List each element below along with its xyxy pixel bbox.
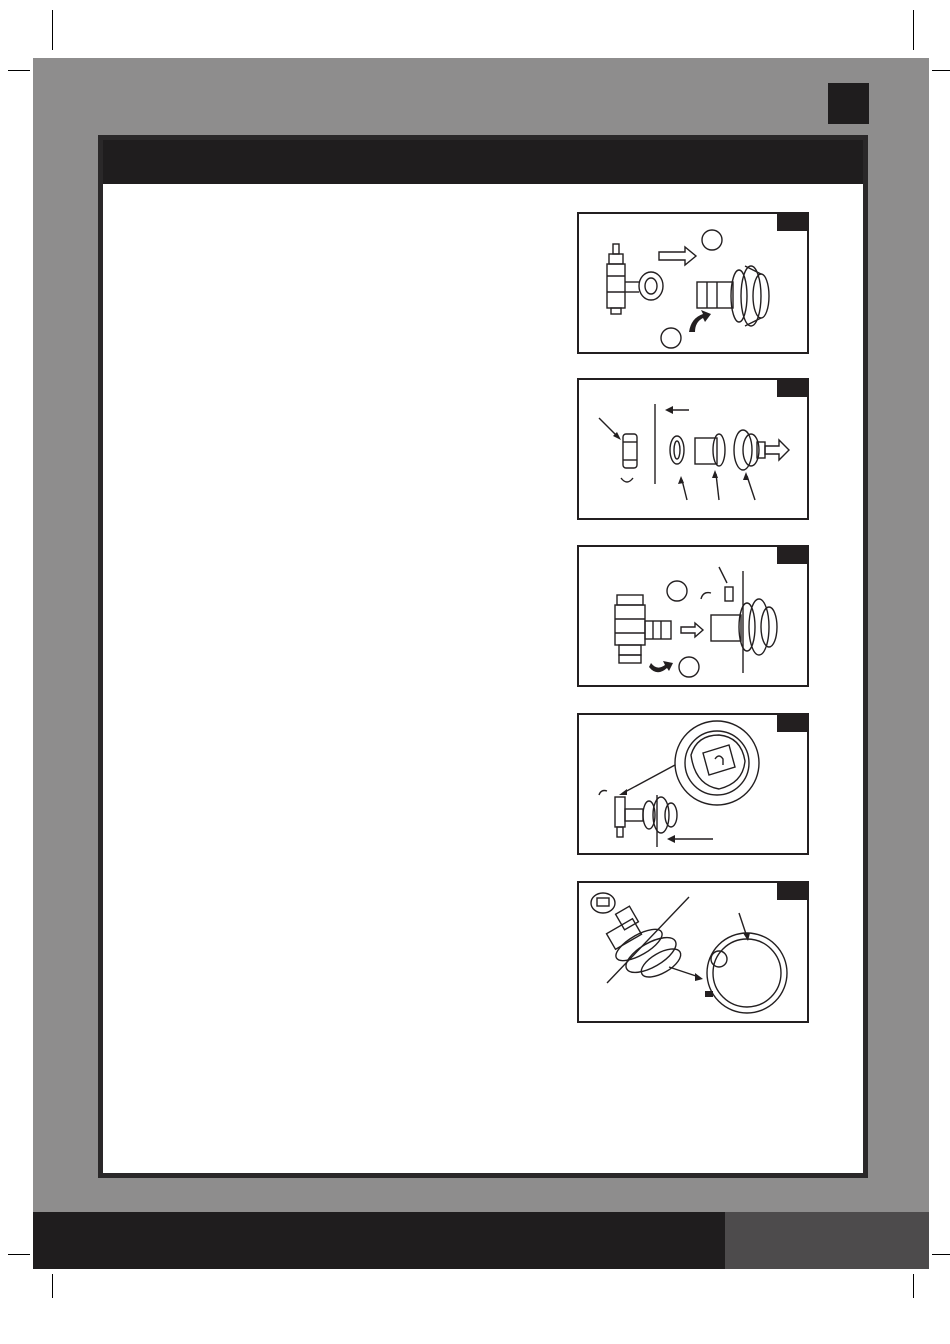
crop-mark [52, 10, 53, 50]
footer-tab [725, 1212, 929, 1269]
footer-bar [33, 1212, 725, 1269]
valve-connection-illustration [579, 214, 807, 352]
figure-5 [577, 881, 809, 1023]
valve-assembly-illustration [579, 547, 807, 685]
crop-mark [8, 1254, 30, 1255]
valve-detail-illustration [579, 715, 807, 853]
figure-3 [577, 545, 809, 687]
crop-mark [52, 1274, 53, 1298]
section-header-bar [103, 140, 863, 184]
page-number-box [828, 83, 869, 124]
hose-clamp-illustration [579, 883, 807, 1021]
crop-mark [932, 70, 950, 71]
exploded-parts-illustration [579, 380, 807, 518]
crop-mark [913, 1274, 914, 1298]
figure-1 [577, 212, 809, 354]
crop-mark [8, 70, 30, 71]
crop-mark [932, 1254, 950, 1255]
crop-mark [913, 10, 914, 50]
figure-2 [577, 378, 809, 520]
figure-4 [577, 713, 809, 855]
